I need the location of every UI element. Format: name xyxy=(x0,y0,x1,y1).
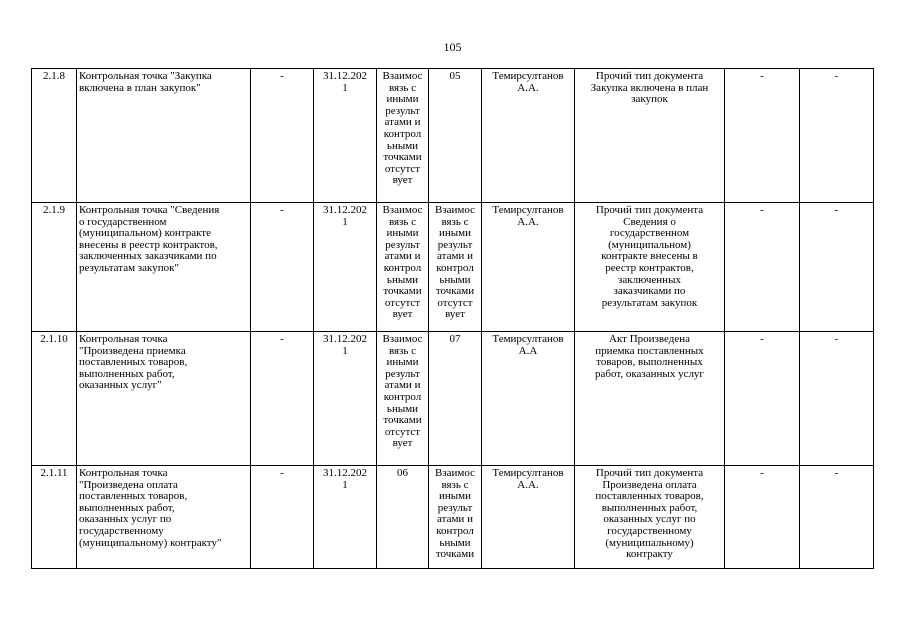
cell-text-line: (муниципальном) xyxy=(608,238,691,251)
cell-text-line: поставленных товаров, xyxy=(595,490,704,503)
cell-text-line: А.А xyxy=(518,344,538,357)
cell-text-line: вязь с xyxy=(441,478,469,491)
cell-text: 2.1.10 xyxy=(40,333,68,345)
cell-text-line: выполненных работ, xyxy=(79,501,175,514)
cell-text-line: 1 xyxy=(342,81,348,94)
cell-text-line: А.А. xyxy=(517,81,539,94)
cell-text-line: Произведена оплата xyxy=(602,478,697,491)
responsible-cell xyxy=(482,332,575,466)
start-date-cell xyxy=(251,203,314,332)
cell-text-line: заключенных xyxy=(618,273,681,286)
cell-text-line: Темирсултанов xyxy=(492,333,564,345)
cell-text-line: А.А. xyxy=(517,478,539,491)
cell-text-line: атами и xyxy=(384,116,421,129)
cell-text-line: точками xyxy=(435,548,475,561)
predecessor-cell xyxy=(377,332,429,466)
control-point-name-cell xyxy=(77,69,251,203)
cell-text-line: (муниципальному) xyxy=(605,536,694,549)
cell-text-line: 31.12.202 xyxy=(323,467,367,479)
table-row xyxy=(32,466,874,569)
cell-text: - xyxy=(760,333,764,345)
cell-text-line: "Произведена приемка xyxy=(79,344,186,357)
cell-text-line: государственном xyxy=(609,227,690,240)
cell-text-line: оказанных услуг по xyxy=(79,513,172,526)
responsible-cell xyxy=(482,466,575,569)
cell-text-line: точками xyxy=(383,414,422,427)
column-9-cell xyxy=(725,69,800,203)
cell-text-line: Сведения о xyxy=(623,215,676,228)
predecessor-cell xyxy=(377,466,429,569)
cell-text-line: контракте внесены в xyxy=(601,250,698,263)
cell-text-line: Темирсултанов xyxy=(492,467,564,479)
cell-text-line: оказанных услуг" xyxy=(79,379,162,392)
document-cell xyxy=(575,69,725,203)
column-9-cell xyxy=(725,332,800,466)
cell-text-line: вязь с xyxy=(388,344,417,357)
row-number-cell xyxy=(32,203,77,332)
cell-text-line: (муниципальному) контракту" xyxy=(79,536,222,549)
table-row xyxy=(32,69,874,203)
cell-text-line: заключенных заказчиками по xyxy=(79,250,217,263)
cell-text-line: результ xyxy=(385,367,420,380)
cell-text-line: Контрольная точка "Закупка xyxy=(79,70,212,82)
document-cell xyxy=(575,332,725,466)
cell-text-line: иными xyxy=(438,490,471,503)
cell-text-line: внесены в реестр контрактов, xyxy=(79,238,218,251)
start-date-cell xyxy=(251,69,314,203)
cell-text-line: Прочий тип документа xyxy=(595,467,704,479)
cell-text-line: Темирсултанов xyxy=(492,70,564,82)
cell-text-line: 1 xyxy=(342,215,348,228)
cell-text-line: о государственном xyxy=(79,215,167,228)
cell-text-line: Прочий тип документа xyxy=(595,70,704,82)
cell-text-line: отсутст xyxy=(437,296,473,309)
cell-text-line: точками xyxy=(435,285,475,298)
cell-text-line: работ, оказанных услуг xyxy=(595,367,704,380)
cell-text-line: ьными xyxy=(386,139,419,152)
cell-text-line: иными xyxy=(438,227,471,240)
cell-text-line: вует xyxy=(392,308,413,321)
cell-text-line: 1 xyxy=(342,344,348,357)
cell-text-line: закупок xyxy=(631,93,668,106)
cell-text-line: Темирсултанов xyxy=(492,204,564,216)
successor-cell xyxy=(429,332,482,466)
table-row xyxy=(32,332,874,466)
cell-text-line: результ xyxy=(437,238,473,251)
cell-text-line: Взаимос xyxy=(382,333,423,345)
cell-text-line: атами и xyxy=(437,513,473,526)
cell-text-line: приемка поставленных xyxy=(595,344,704,357)
column-10-cell xyxy=(800,332,874,466)
successor-cell xyxy=(429,69,482,203)
cell-text-line: выполненных работ, xyxy=(601,501,698,514)
predecessor-cell xyxy=(377,203,429,332)
document-cell xyxy=(575,203,725,332)
cell-text: - xyxy=(280,333,284,345)
cell-text-line: вязь с xyxy=(388,215,417,228)
cell-text-line: Взаимос xyxy=(382,204,423,216)
cell-text-line: оказанных услуг по xyxy=(603,513,696,526)
cell-text-line: государственному xyxy=(79,524,164,537)
cell-text-line: вязь с xyxy=(388,81,417,94)
cell-text-line: "Произведена оплата xyxy=(79,478,178,491)
cell-text-line: 05 xyxy=(449,70,461,82)
control-points-table xyxy=(31,68,874,569)
start-date-cell xyxy=(251,332,314,466)
successor-cell xyxy=(429,203,482,332)
cell-text-line: вует xyxy=(445,308,465,321)
cell-text-line: ьными xyxy=(439,273,471,286)
column-10-cell xyxy=(800,203,874,332)
control-point-name-cell xyxy=(77,203,251,332)
control-point-name-cell xyxy=(77,332,251,466)
column-9-cell xyxy=(725,466,800,569)
cell-text: - xyxy=(834,467,839,479)
cell-text-line: иными xyxy=(386,356,419,369)
cell-text-line: результ xyxy=(385,104,420,117)
cell-text: - xyxy=(834,70,839,82)
cell-text-line: иными xyxy=(386,93,419,106)
cell-text-line: атами и xyxy=(384,379,421,392)
column-9-cell xyxy=(725,203,800,332)
cell-text-line: вязь с xyxy=(441,215,469,228)
cell-text-line: результ xyxy=(385,238,420,251)
cell-text-line: Взаимос xyxy=(382,70,423,82)
cell-text-line: результ xyxy=(437,501,473,514)
cell-text: - xyxy=(760,204,764,216)
cell-text: - xyxy=(760,467,764,479)
table-row xyxy=(32,203,874,332)
cell-text-line: отсутст xyxy=(384,162,421,175)
cell-text-line: 31.12.202 xyxy=(323,333,367,345)
cell-text-line: 1 xyxy=(342,478,348,491)
cell-text-line: государственному xyxy=(607,524,692,537)
column-10-cell xyxy=(800,466,874,569)
document-cell xyxy=(575,466,725,569)
cell-text-line: реестр контрактов, xyxy=(605,261,694,274)
cell-text-line: отсутст xyxy=(384,425,421,438)
end-date-cell xyxy=(314,203,377,332)
cell-text: - xyxy=(280,204,284,216)
cell-text-line: контрол xyxy=(436,261,474,274)
end-date-cell xyxy=(314,69,377,203)
cell-text-line: выполненных работ, xyxy=(79,367,175,380)
cell-text-line: иными xyxy=(386,227,419,240)
successor-cell xyxy=(429,466,482,569)
cell-text-line: контрол xyxy=(436,524,474,537)
cell-text-line: ьными xyxy=(386,273,419,286)
cell-text-line: отсутст xyxy=(384,296,421,309)
responsible-cell xyxy=(482,203,575,332)
cell-text-line: поставленных товаров, xyxy=(79,356,188,369)
cell-text-line: 07 xyxy=(449,333,461,345)
control-point-name-cell xyxy=(77,466,251,569)
cell-text-line: точками xyxy=(383,151,422,164)
end-date-cell xyxy=(314,332,377,466)
cell-text-line: ьными xyxy=(439,536,471,549)
cell-text: - xyxy=(280,70,284,82)
start-date-cell xyxy=(251,466,314,569)
cell-text-line: заказчиками по xyxy=(613,285,686,298)
responsible-cell xyxy=(482,69,575,203)
cell-text-line: контрол xyxy=(383,127,422,140)
cell-text-line: включена в план закупок" xyxy=(79,81,201,94)
cell-text-line: (муниципальном) контракте xyxy=(79,227,211,240)
row-number-cell xyxy=(32,332,77,466)
cell-text-line: атами и xyxy=(437,250,473,263)
cell-text-line: контракту xyxy=(626,548,673,561)
cell-text-line: Взаимос xyxy=(434,204,476,216)
cell-text-line: 31.12.202 xyxy=(323,70,367,82)
cell-text-line: вует xyxy=(392,174,413,187)
cell-text: - xyxy=(280,467,284,479)
cell-text-line: точками xyxy=(383,285,422,298)
predecessor-cell xyxy=(377,69,429,203)
cell-text-line: товаров, выполненных xyxy=(596,356,703,369)
cell-text: - xyxy=(760,70,764,82)
end-date-cell xyxy=(314,466,377,569)
cell-text-line: контрол xyxy=(383,261,422,274)
cell-text-line: Прочий тип документа xyxy=(595,204,704,216)
cell-text-line: результатам закупок xyxy=(601,296,698,309)
cell-text-line: Акт Произведена xyxy=(609,333,690,345)
cell-text-line: Контрольная точка xyxy=(79,333,168,345)
cell-text-line: Контрольная точка xyxy=(79,467,168,479)
page-number: 105 xyxy=(443,40,462,54)
cell-text-line: Взаимос xyxy=(434,467,476,479)
cell-text-line: Контрольная точка "Сведения xyxy=(79,204,220,216)
cell-text-line: контрол xyxy=(383,390,422,403)
cell-text-line: Закупка включена в план xyxy=(590,81,709,94)
cell-text-line: 31.12.202 xyxy=(323,204,367,216)
cell-text: 2.1.11 xyxy=(40,467,68,479)
cell-text: - xyxy=(834,204,839,216)
cell-text-line: А.А. xyxy=(517,215,539,228)
cell-text-line: поставленных товаров, xyxy=(79,490,188,503)
cell-text-line: результатам закупок" xyxy=(79,261,179,274)
cell-text: 2.1.9 xyxy=(43,204,65,216)
cell-text-line: ьными xyxy=(386,402,419,415)
cell-text: 2.1.8 xyxy=(43,70,65,82)
cell-text-line: вует xyxy=(392,437,413,450)
cell-text-line: 06 xyxy=(397,467,408,479)
column-10-cell xyxy=(800,69,874,203)
row-number-cell xyxy=(32,466,77,569)
row-number-cell xyxy=(32,69,77,203)
cell-text-line: атами и xyxy=(384,250,421,263)
cell-text: - xyxy=(834,333,839,345)
